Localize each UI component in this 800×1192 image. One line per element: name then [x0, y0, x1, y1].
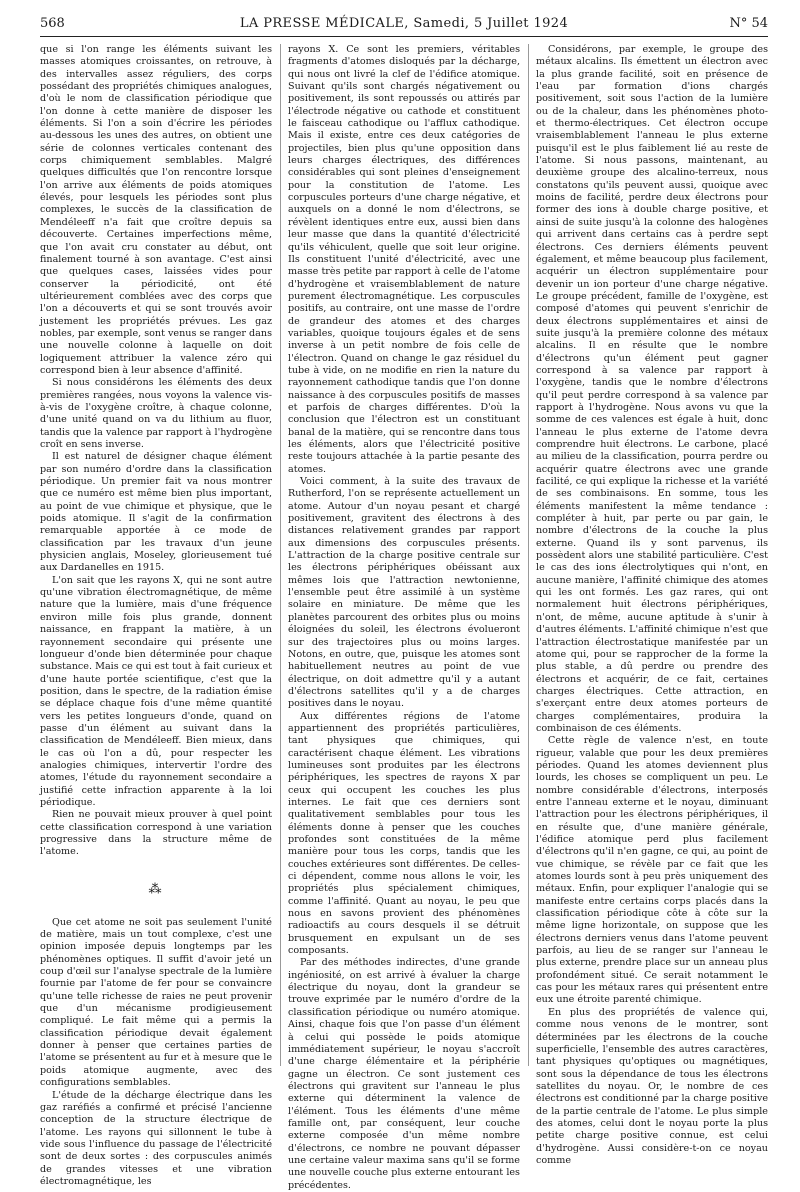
section-separator: ⁂	[148, 881, 164, 897]
paragraph: En plus des propriétés de valence qui, comme nous venons de le montrer, sont déterminées par les électrons de la couche superficielle, l'ensemble des autres caractères, tant physiques qu'optiques ou magnétiques, sont sous la dépendance de tous les électrons satellites du noyau. Or, le nombre de ces électrons est conditionné par la charge positive de la partie centrale de l'atome. Le plus simple des atomes, celui dont le noyau porte la plus petite charge positive connue, est celui d'hydrogène. Aussi considère-t-on ce noyau comme	[536, 1006, 768, 1166]
issue-number: N° 54	[729, 16, 768, 31]
running-header	[40, 16, 768, 37]
journal-title: LA PRESSE MÉDICALE, Samedi, 5 Juillet 1924	[239, 16, 569, 31]
paragraph: Si nous considérons les éléments des deux premières rangées, nous voyons la valence vis-à-vis de l'oxygène croître, à chaque colonne, d'une unité quand on va du lithium au fluor, tandis que la valence par rapport à l'hydrogène croît en sens inverse.	[40, 377, 272, 450]
paragraph: Que cet atome ne soit pas seulement l'unité de matière, mais un tout complexe, c'est une opinion imposée depuis longtemps par les phénomènes optiques. Il suffit d'avoir jeté un coup d'œil sur l'analyse spectrale de la lumière fournie par l'atome de fer pour se convaincre qu'une telle richesse de raies ne peut provenir que d'un mécanisme prodigieusement compliqué. Le fait même qui a permis la classification périodique devait également donner à penser que certaines parties de l'atome se présentent au fur et à mesure que le poids atomique augmente, avec des configurations semblables.	[40, 916, 272, 1089]
paragraph: Il est naturel de désigner chaque élément par son numéro d'ordre dans la classification périodique. Un premier fait va nous montrer que ce numéro est même bien plus important, au point de vue chimique et physique, que le poids atomique. Il s'agit de la confirmation remarquable apportée à ce mode de classification par les travaux d'un jeune physicien anglais, Moseley, glorieusement tué aux Dardanelles en 1915.	[40, 451, 272, 574]
paragraph: Voici comment, à la suite des travaux de Rutherford, l'on se représente actuellement un atome. Autour d'un noyau pesant et chargé positivement, gravitent des électrons à des distances relativement grandes par rapport aux dimensions des corpuscules présents. L'attraction de la charge positive centrale sur les électrons périphériques obéissant aux mêmes lois que l'attraction newtonienne, l'ensemble peut être assimilé à un système solaire en miniature. De même que les planètes parcourent des orbites plus ou moins éloignées du soleil, les électrons évolueront sur des trajectoires plus ou moins larges. Notons, en outre, que, puisque les atomes sont habituellement neutres au point de vue électrique, on doit admettre qu'il y a autant d'électrons satellites qu'il y a de charges positives dans le noyau.	[288, 476, 520, 710]
paragraph: Considérons, par exemple, le groupe des métaux alcalins. Ils émettent un électron avec la plus grande facilité, soit en présence de l'eau par formation d'ions chargés positivement, soit sous l'action de la lumière ou de la chaleur, dans les phénomènes photo- et thermo-électriques. Cet électron occupe vraisemblablement l'anneau le plus externe puisqu'il est le plus faiblement lié au reste de l'atome. Si nous passons, maintenant, au deuxième groupe des alcalino-terreux, nous constatons qu'ils peuvent aussi, quoique avec moins de facilité, perdre deux électrons pour former des ions à double charge positive, et ainsi de suite jusqu'à la colonne des halogènes qui arrivent dans certains cas à perdre sept électrons. Ces derniers éléments peuvent également, et même beaucoup plus facilement, acquérir un électron supplémentaire pour devenir un ion porteur d'une charge négative. Le groupe précédent, famille de l'oxygène, est composé d'atomes qui peuvent s'enrichir de deux électrons supplémentaires et ainsi de suite jusqu'à la première colonne des métaux alcalins. Il en résulte que le nombre d'électrons qu'un élément peut gagner correspond à sa valence par rapport à l'oxygène, tandis que le nombre d'électrons qu'il peut perdre correspond à sa valence par rapport à l'hydrogène. Nous avons vu que la somme de ces valences est égale à huit, donc l'anneau le plus externe de l'atome devra comprendre huit électrons. Le carbone, placé au milieu de la classification, pourra perdre ou acquérir quatre électrons avec une grande facilité, ce qui explique la richesse et la variété de ses combinaisons. En somme, tous les éléments manifestent la même tendance : compléter à huit, par perte ou par gain, le nombre d'électrons de la couche la plus externe. Quand ils y sont parvenus, ils possèdent alors une stabilité particulière. C'est le cas des ions électrolytiques qui n'ont, en aucune manière, l'affinité chimique des atomes qui les ont formés. Les gaz rares, qui ont normalement huit électrons périphériques, n'ont, de même, aucune aptitude à s'unir à d'autres éléments. L'affinité chimique n'est que l'attraction électrostatique manifestée par un atome qui, pour se rapprocher de la forme la plus stable, a dû perdre ou prendre des électrons et acquérir, de ce fait, certaines charges électriques. Cette attraction, en s'exerçant entre deux atomes porteurs de charges complémentaires, produira la combinaison de ces éléments.	[536, 44, 768, 734]
paragraph: Cette règle de valence n'est, en toute rigueur, valable que pour les deux premières périodes. Quand les atomes deviennent plus lourds, les choses se compliquent un peu. Le nombre considérable d'électrons, interposés entre l'anneau externe et le noyau, diminuant l'attraction pour les électrons périphériques, il en résulte que, d'une manière générale, l'édifice atomique perd plus facilement d'électrons qu'il n'en gagne, ce qui, au point de vue chimique, se révèle par ce fait que les atomes lourds sont à peu près uniquement des métaux. Enfin, pour expliquer l'analogie qui se manifeste entre certains corps placés dans la classification périodique côte à côte sur la même ligne horizontale, on suppose que les électrons derniers venus dans l'atome peuvent parfois, au lieu de se ranger sur l'anneau le plus externe, prendre place sur un anneau plus profondément situé. Ce serait notamment le cas pour les métaux rares qui présentent entre eux une étroite parenté chimique.	[536, 735, 768, 1006]
article-body	[40, 44, 768, 1191]
paragraph: rayons X. Ce sont les premiers, véritables fragments d'atomes disloqués par la décharge, qui nous ont livré la clef de l'édifice atomique. Suivant qu'ils sont chargés négativement ou positivement, ils sont repoussés ou attirés par l'électrode négative ou cathode et constituent le faisceau cathodique ou l'afflux cathodique. Mais il existe, entre ces deux catégories de projectiles, bien plus qu'une opposition dans leurs charges électriques, des différences considérables qui sont pleines d'enseignement pour la constitution de l'atome. Les corpuscules porteurs d'une charge négative, et auxquels on a donné le nom d'électrons, se révèlent identiques entre eux, aussi bien dans leur masse que dans la quantité d'électricité qu'ils véhiculent, quelle que soit leur origine. Ils constituent l'unité d'électricité, avec une masse très petite par rapport à celle de l'atome d'hydrogène et vraisemblablement de nature purement électromagnétique. Les corpuscules positifs, au contraire, ont une masse de l'ordre de grandeur des atomes et des charges variables, quoique toujours égales et de sens inverse à un petit nombre de fois celle de l'électron. Quand on change le gaz résiduel du tube à vide, on ne modifie en rien la nature du rayonnement cathodique tandis que l'on donne naissance à des corpuscules positifs de masses et parfois de charges différentes. D'où la conclusion que l'électron est un constituant banal de la matière, qui se rencontre dans tous les éléments, alors que l'électricité positive reste toujours attachée à la partie pesante des atomes.	[288, 44, 520, 475]
column-left	[40, 44, 272, 1187]
page-number: 568	[40, 16, 65, 31]
column-middle	[288, 44, 520, 1191]
column-right	[536, 44, 768, 1166]
paragraph: L'étude de la décharge électrique dans les gaz raréfiés a confirmé et précisé l'ancienne conception de la structure électrique de l'atome. Les rayons qui sillonnent le tube à vide sous l'influence du passage de l'électricité sont de deux sortes : des corpuscules animés de grandes vitesses et une vibration électromagnétique, les	[40, 1089, 272, 1187]
paragraph: que si l'on range les éléments suivant les masses atomiques croissantes, on retrouve, à des intervalles assez réguliers, des corps possédant des propriétés chimiques analogues, d'où le nom de classification périodique que l'on donne à cette manière de disposer les éléments. Si l'on a soin d'écrire les périodes au-dessous les unes des autres, on obtient une série de colonnes verticales contenant des corps chimiquement semblables. Malgré quelques difficultés que l'on rencontre lorsque l'on arrive aux éléments de poids atomiques élevés, pour lesquels les périodes sont plus complexes, le succès de la classification de Mendéleeff n'a fait que croître depuis sa découverte. Certaines imperfections même, que l'on avait cru constater au début, ont finalement tourné à son avantage. C'est ainsi que quelques cases, laissées vides pour conserver la périodicité, ont été ultérieurement comblées avec des corps que l'on a découverts et qui se sont trouvés avoir justement les propriétés prévues. Les gaz nobles, par exemple, sont venus se ranger dans une nouvelle colonne à laquelle on doit logiquement attribuer la valence zéro qui correspond bien à leur absence d'affinité.	[40, 44, 272, 376]
paragraph: Rien ne pouvait mieux prouver à quel point cette classification correspond à une variation progressive dans la structure même de l'atome.	[40, 809, 272, 858]
paragraph: L'on sait que les rayons X, qui ne sont autre qu'une vibration électromagnétique, de même nature que la lumière, mais d'une fréquence environ mille fois plus grande, donnent naissance, en frappant la matière, à un rayonnement secondaire qui présente une longueur d'onde bien déterminée pour chaque substance. Mais ce qui est tout à fait curieux et d'une haute portée scientifique, c'est que la position, dans le spectre, de la radiation émise se déplace chaque fois d'une même quantité vers les petites longueurs d'onde, quand on passe d'un élément au suivant dans la classification de Mendéleeff. Bien mieux, dans le cas où l'on a dû, pour respecter les analogies chimiques, intervertir l'ordre des atomes, l'étude du rayonnement secondaire a justifié cette infraction apparente à la loi périodique.	[40, 574, 272, 808]
column-divider	[528, 44, 529, 1066]
paragraph: Aux différentes régions de l'atome appartiennent des propriétés particulières, tant physiques que chimiques, qui caractérisent chaque élément. Les vibrations lumineuses sont produites par les électrons périphériques, les spectres de rayons X par ceux qui occupent les couches les plus internes. Le fait que ces derniers sont qualitativement semblables pour tous les éléments donne à penser que les couches profondes sont constituées de la même manière pour tous les corps, tandis que les couches extérieures sont différentes. De celles-ci dépendent, comme nous allons le voir, les propriétés plus spécialement chimiques, comme l'affinité. Quant au noyau, le peu que nous en savons provient des phénomènes radioactifs au cours desquels il se détruit brusquement en expulsant un de ses composants.	[288, 710, 520, 957]
journal-page	[40, 16, 768, 1191]
column-divider	[280, 44, 281, 1066]
paragraph: Par des méthodes indirectes, d'une grande ingéniosité, on est arrivé à évaluer la charge électrique du noyau, dont la grandeur se trouve exprimée par le numéro d'ordre de la classification périodique ou numéro atomique. Ainsi, chaque fois que l'on passe d'un élément à celui qui possède le poids atomique immédiatement supérieur, le noyau s'accroît d'une charge élémentaire et la périphérie gagne un électron. Ce sont justement ces électrons qui gravitent sur l'anneau le plus externe qui déterminent la valence de l'élément. Tous les éléments d'une même famille ont, par conséquent, leur couche externe composée d'un même nombre d'électrons, ce nombre ne pouvant dépasser une certaine valeur maxima sans qu'il se forme une nouvelle couche plus externe entourant les précédentes.	[288, 957, 520, 1191]
